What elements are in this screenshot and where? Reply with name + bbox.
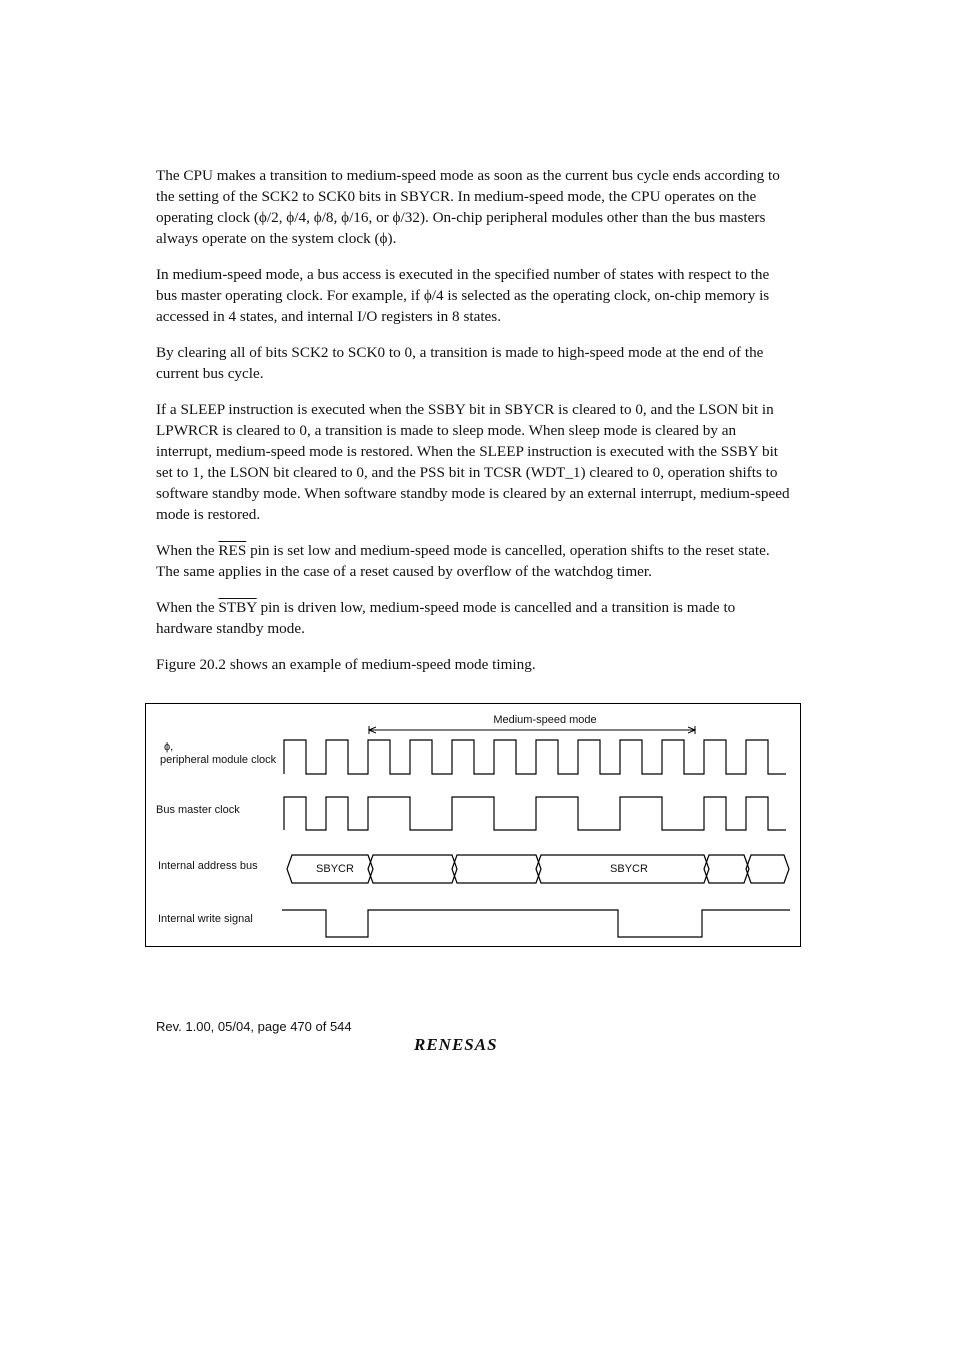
paragraph-5-lead: When the — [156, 542, 219, 559]
res-pin-name: $\overline{RES}$ — [218, 542, 247, 559]
address-bus-waveform — [287, 855, 789, 883]
bus-value-sbycr-1: SBYCR — [316, 863, 354, 875]
paragraph-6 — [156, 597, 792, 639]
paragraph-5-rest: pin is set low and medium-speed mode is cancelled, operation shifts to the reset state. The same applies in the case of a reset caused by overflow of the watchdog timer. — [156, 542, 770, 580]
paragraph-4: If a SLEEP instruction is executed when the SSBY bit in SBYCR is cleared to 0, and the LSON bit in LPWRCR is cleared to 0, a transition is made to sleep mode. When sleep mode is cleared by an interrupt, medium-speed mode is restored. When the SLEEP instruction is executed with the SSBY bit set to 1, the LSON bit cleared to 0, and the PSS bit in TCSR (WDT_1) cleared to 0, operation shifts to software standby mode. When software standby mode is cleared by an external interrupt, medium-speed mode is restored. — [156, 401, 790, 523]
paragraph-7: Figure 20.2 shows an example of medium-speed mode timing. — [156, 656, 536, 673]
phi-clock-waveform — [284, 740, 786, 774]
paragraph-5 — [156, 540, 792, 582]
paragraph-2: In medium-speed mode, a bus access is executed in the specified number of states with respect to the bus master operating clock. For example, if ϕ/4 is selected as the operating clock, on-chip memory is accessed in 4 states, and internal I/O registers in 8 states. — [156, 266, 770, 325]
paragraph-6-lead: When the — [156, 599, 219, 616]
renesas-logo: RENESAS — [414, 1035, 498, 1054]
stby-pin-name: STBY — [218, 599, 257, 616]
body-text — [156, 165, 792, 690]
paragraph-3: By clearing all of bits SCK2 to SCK0 to 0, a transition is made to high-speed mode at the end of the current bus cycle. — [156, 344, 764, 382]
bus-value-sbycr-2: SBYCR — [610, 863, 648, 875]
paragraph-1: The CPU makes a transition to medium-speed mode as soon as the current bus cycle ends according to the setting of the SCK2 to SCK0 bits in SBYCR. In medium-speed mode, the CPU operates on the operating clock (ϕ/2, ϕ/4, ϕ/8, ϕ/16, or ϕ/32). On-chip peripheral modules other than the bus masters always operate on the system clock (ϕ). — [156, 167, 780, 247]
bus-master-clock-label: Bus master clock — [156, 804, 240, 816]
internal-address-bus-label: Internal address bus — [158, 860, 258, 872]
write-signal-waveform — [282, 910, 790, 937]
page-footer: Rev. 1.00, 05/04, page 470 of 544 — [156, 1019, 352, 1034]
paragraph-6-rest: pin is driven low, medium-speed mode is cancelled and a transition is made to hardware standby mode. — [156, 599, 736, 637]
medium-speed-mode-label: Medium-speed mode — [493, 714, 597, 726]
phi-label-line2: peripheral module clock — [160, 754, 277, 766]
timing-diagram-svg — [146, 704, 800, 946]
timing-diagram — [145, 703, 801, 947]
phi-label-line1: ϕ, — [164, 741, 174, 753]
internal-write-signal-label: Internal write signal — [158, 913, 253, 925]
bus-master-clock-waveform — [284, 797, 786, 830]
